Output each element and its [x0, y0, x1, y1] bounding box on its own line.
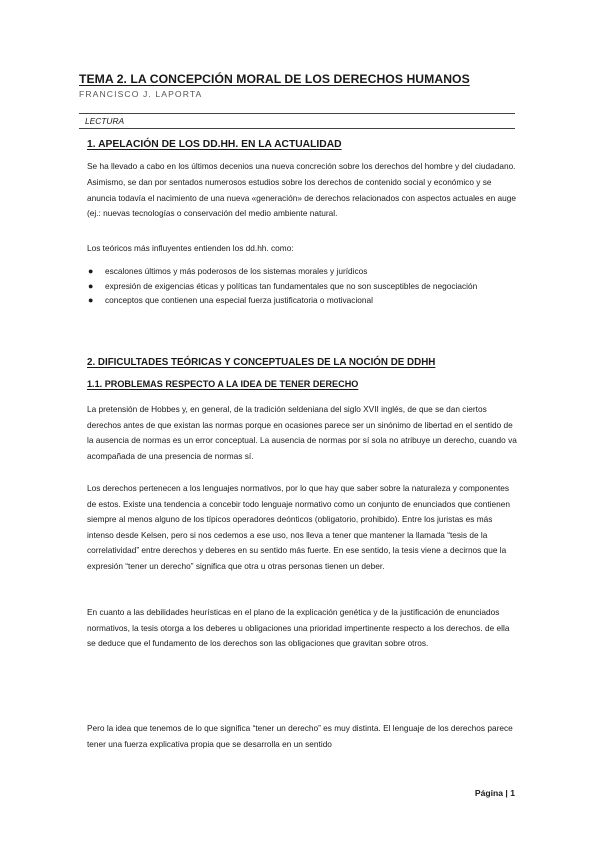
author-name: FRANCISCO J. LAPORTA — [79, 89, 203, 99]
bullet-icon: ● — [88, 266, 94, 276]
bullet-icon: ● — [88, 280, 94, 291]
section-1-heading: 1. APELACIÓN DE LOS DD.HH. EN LA ACTUALIDAD — [87, 139, 342, 150]
subsection-heading: 1.1. PROBLEMAS RESPECTO A LA IDEA DE TENER DERECHO — [87, 379, 359, 389]
list-item: ● expresión de exigencias éticas y políticas tan fundamentales que no son susceptibles de negociación — [87, 279, 517, 294]
section-label-divider — [79, 128, 515, 129]
section-2-paragraph-3: En cuanto a las debilidades heurísticas en el plano de la explicación genética y de la justificación de enunciados normativos, la tesis otorga a los deberes u obligaciones una prioridad impertinente respecto a los derechos. de ella se deduce que el fundamento de los derechos son las obligaciones que gravitan sobre otros. — [87, 607, 510, 649]
section-2-paragraph-4: Pero la idea que tenemos de lo que significa “tener un derecho” es muy distinta. El lenguaje de los derechos parece tener una fuerza explicativa propia que se desarrolla en un sentido — [87, 723, 513, 749]
section-2-paragraph-2: Los derechos pertenecen a los lenguajes normativos, por lo que hay que saber sobre la naturaleza y componentes de estos. Existe una tendencia a concebir todo lenguaje normativo como un conjunto de enunciados que contienen siempre al menos alguno de los típicos operadores deónticos (obligatorio, prohibido). Entre los juristas es más intenso desde Kelsen, pero si nos cedemos a ese uso, nos lleva a tener que mantener la llamada “tesis de la correlatividad” entre derechos y deberes en su sentido más fuerte. En ese sentido, la tesis viene a decirnos que la expresión “tener un derecho” significa que otra u otras personas tienen un deber. — [87, 483, 510, 571]
list-item: ● conceptos que contienen una especial fuerza justificatoria o motivacional — [87, 293, 517, 308]
section-label: LECTURA — [85, 116, 125, 126]
bullet-list — [87, 264, 517, 308]
page-number: Página | 1 — [474, 788, 515, 798]
list-item: ● escalones últimos y más poderosos de los sistemas morales y jurídicos — [87, 264, 517, 279]
section-2-paragraph-1: La pretensión de Hobbes y, en general, de la tradición seldeniana del siglo XVII inglés, de que se dan ciertos derechos antes de que existan las normas porque en ocasiones parece ser un sinónimo de libertad en el sentido de la ausencia de normas es un error conceptual. La ausencia de normas por sí sola no atribuye un derecho, cuando va acompañada de una presencia de normas sí. — [87, 404, 517, 461]
bullet-icon: ● — [88, 295, 94, 306]
document-title: TEMA 2. LA CONCEPCIÓN MORAL DE LOS DERECHOS HUMANOS — [79, 72, 470, 86]
section-1-paragraph-2: Los teóricos más influyentes entienden los dd.hh. como: — [87, 243, 294, 253]
section-2-heading: 2. DIFICULTADES TEÓRICAS Y CONCEPTUALES DE LA NOCIÓN DE DDHH — [87, 357, 436, 368]
header-divider — [79, 113, 515, 114]
section-1-paragraph-1: Se ha llevado a cabo en los últimos decenios una nueva concreción sobre los derechos del hombre y del ciudadano. Asimismo, se dan por sentados numerosos estudios sobre los derechos de contenido social y económico y se anuncia todavía el nacimiento de una nueva «generación» de derechos relacionados con aspectos actuales en auge (ej.: nuevas tecnologías o conservación del medio ambiente natural. — [87, 161, 516, 219]
